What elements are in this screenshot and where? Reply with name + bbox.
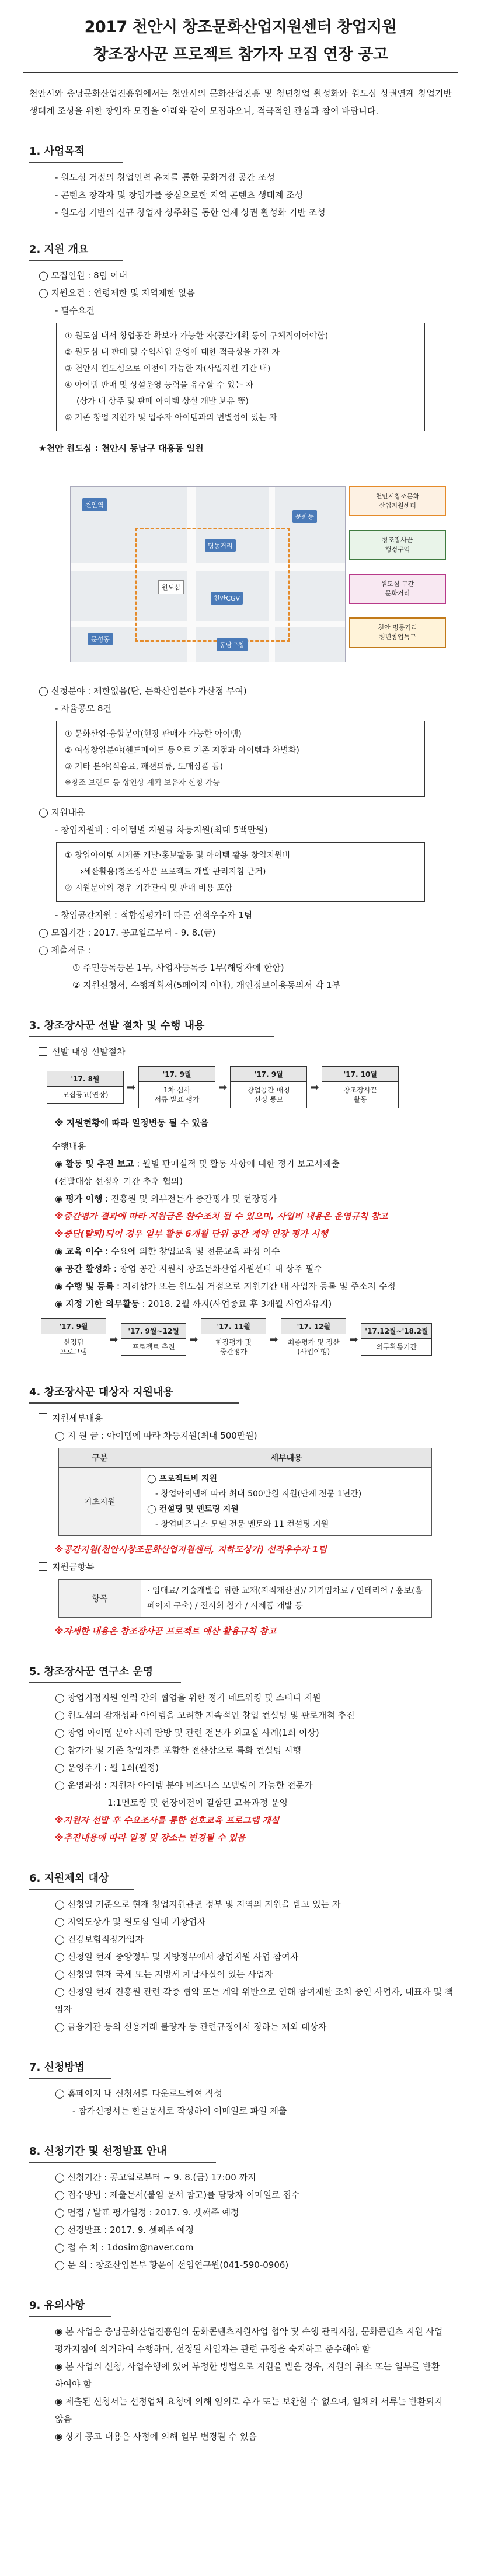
section-underline xyxy=(29,260,123,261)
notice-item: ◉ 본 사업의 신청, 사업수행에 있어 부정한 방법으로 지원을 받은 경우, 지원의 취소 또는 일부를 반환하여야 함 xyxy=(55,2361,440,2389)
flow-step xyxy=(201,1318,266,1360)
recruit-period: ◯ 모집기간 : 2017. 공고일로부터 - 9. 8.(금) xyxy=(39,927,216,938)
support-fund: - 창업지원비 : 아이템별 지원금 차등지원(최대 5백만원) xyxy=(55,825,268,835)
documents-label: ◯ 제출서류 : xyxy=(39,945,91,955)
arrow-right-icon: ➡ xyxy=(269,1333,278,1346)
exclusion-item: ◯ 신청일 현재 중앙정부 및 지방정부에서 창업지원 사업 참여자 xyxy=(55,1952,299,1962)
section-underline xyxy=(29,2316,111,2317)
table-line: ◯ 컨설팅 및 멘토링 지원 xyxy=(147,1505,239,1514)
exclusion-item: ◯ 신청일 현재 국세 또는 지방세 체납사실이 있는 사업자 xyxy=(55,1969,273,1980)
title-divider xyxy=(23,72,458,74)
map-label: 명동거리 xyxy=(205,539,236,552)
lab-note: ※추진내용에 따라 일정 및 장소는 변경될 수 있음 xyxy=(55,1832,246,1843)
intro-paragraph: 천안시와 충남문화산업진흥원에서는 천안시의 문화산업진흥 및 청년창업 활성화와 원도심 상권연계 창업기반 생태계 조성을 위한 창업자 모집을 아래와 같이 모집하오니, 적극적인 관심과 참여 바랍니다. xyxy=(29,88,452,116)
support-item: ⇒세산활용(창조장사꾼 프로젝트 개발 관리지침 근거) xyxy=(76,867,266,877)
lab-item: 1:1멘토링 및 현장이전이 결합된 교육과정 운영 xyxy=(107,1797,288,1808)
flow-step xyxy=(138,1066,215,1108)
flow-step-text: 선정팀 프로그램 xyxy=(60,1338,88,1356)
section-7-heading: 7. 신청방법 xyxy=(29,2061,85,2074)
fund-items-label: 지원금항목 xyxy=(52,1562,95,1572)
support-item: ② 지원분야의 경우 기간관리 및 판매 비용 포함 xyxy=(65,884,233,893)
checkbox-icon xyxy=(39,1142,47,1150)
exclusion-item: ◯ 금융기관 등의 신용거래 불량자 등 관련규정에서 정하는 제외 대상자 xyxy=(55,2022,327,2032)
task-value: : 진흥원 및 외부전문가 중간평가 및 현장평가 xyxy=(102,1193,277,1204)
notice-item: ◉ 제출된 신청서는 선정업체 요청에 의해 임의로 추가 또는 보완할 수 없으며, 일체의 서류는 반환되지 않음 xyxy=(55,2396,443,2424)
task-warning: ※중단(탈퇴)되어 경우 일부 활동 6개월 단위 공간 계약 연장 평가 시행 xyxy=(55,1228,328,1239)
map-label: 원도심 xyxy=(158,580,184,594)
task-item xyxy=(55,1172,458,1190)
map-label: 천안CGV xyxy=(211,592,243,605)
support-box xyxy=(56,842,425,902)
section-2-heading: 2. 지원 개요 xyxy=(29,243,89,256)
arrow-right-icon: ➡ xyxy=(310,1081,319,1094)
space-support: - 창업공간지원 : 적합성평가에 따른 선적우수자 1팀 xyxy=(55,910,253,920)
table-line: - 창업아이템에 따라 최대 500만원 지원(단계 전문 1년간) xyxy=(155,1489,362,1499)
map-legend-box: 천안 명동거리 청년창업특구 xyxy=(349,617,446,648)
lab-item: ◯ 창업 아이템 분야 사례 탐방 및 관련 전문가 외교실 사례(1회 이상) xyxy=(55,1727,319,1738)
flow-step-text: 1차 심사 서류·발표 평가 xyxy=(154,1086,200,1104)
section-underline xyxy=(29,162,123,163)
recruit-count: ◯ 모집인원 : 8팀 이내 xyxy=(39,270,127,281)
schedule-item: ◯ 선정발표 : 2017. 9. 셋째주 예정 xyxy=(55,2225,194,2235)
map-caption: ★천안 원도심 : 천안시 동남구 대흥동 일원 xyxy=(39,443,204,453)
fund-items-note: ※자세한 내용은 창조장사꾼 프로젝트 예산 활용규칙 참고 xyxy=(55,1626,277,1636)
downtown-map xyxy=(47,463,446,673)
table-header: 구분 xyxy=(59,1448,141,1468)
flow-step-text: 의무활동기간 xyxy=(376,1343,417,1351)
field-item: ① 문화산업·융합분야(현장 판매가 가능한 아이템) xyxy=(65,729,242,739)
flow-step xyxy=(230,1066,307,1108)
support-item: ① 창업아이템 시제품 개발·홍보활동 및 아이템 활용 창업지원비 xyxy=(65,851,291,860)
apply-method: ◯ 홈페이지 내 신청서를 다운로드하여 작성 xyxy=(55,2088,222,2099)
task-key: ◉ 평가 이행 xyxy=(55,1193,103,1204)
flow-step-text: 창조장사꾼 활동 xyxy=(343,1086,378,1104)
exclusion-item: ◯ 신청일 현재 진흥원 관련 각종 협약 또는 계약 위반으로 인해 참여제한 조치 중인 사업자, 대표자 및 책임자 xyxy=(55,1987,454,2015)
task-key: ◉ 교육 이수 xyxy=(55,1246,103,1256)
arrow-right-icon: ➡ xyxy=(349,1333,358,1346)
task-key: ◉ 공간 활성화 xyxy=(55,1263,111,1274)
document-subtitle: 창조장사꾼 프로젝트 참가자 모집 연장 공고 xyxy=(93,46,388,64)
exclusion-item: ◯ 지역도상가 및 원도심 일대 기창업자 xyxy=(55,1917,205,1927)
map-image xyxy=(70,486,346,662)
section-6-heading: 6. 지원제외 대상 xyxy=(29,1872,109,1884)
support-label: ◯ 지원내용 xyxy=(39,807,85,818)
flow-step-date: '17. 9월 xyxy=(139,1067,215,1082)
support-detail-label: 지원세부내용 xyxy=(52,1413,103,1423)
schedule-item: ◯ 접수방법 : 제출문서(붙임 문서 참고)를 담당자 이메일로 접수 xyxy=(55,2190,300,2200)
space-support-note: ※공간지원(천안시창조문화산업지원센터, 지하도상가) 선적우수자 1팀 xyxy=(55,1544,327,1555)
section-underline xyxy=(29,1682,181,1683)
task-warning: ※중간평가 결과에 따라 지원금은 환수조치 될 수 있으며, 사업비 내용은 운영규칙 참고 xyxy=(55,1211,388,1221)
flow-step-date: '17. 11월 xyxy=(201,1319,266,1334)
document-item: ② 지원신청서, 수행계획서(5페이지 이내), 개인정보이용동의서 각 1부 xyxy=(72,980,341,990)
task-value: : 지하상가 또는 원도심 거점으로 지원기간 내 사업자 등록 및 주소지 수정 xyxy=(114,1281,396,1292)
schedule-contact: ◯ 문 의 : 창조산업본부 황윤이 선임연구원(041-590-0906) xyxy=(55,2260,289,2270)
support-amount: ◯ 지 원 금 : 아이템에 따라 차등지원(최대 500만원) xyxy=(55,1430,257,1441)
arrow-right-icon: ➡ xyxy=(127,1081,136,1094)
task-item xyxy=(55,1277,458,1295)
flow-note: ※ 지원현황에 따라 일정변동 될 수 있음 xyxy=(55,1118,209,1128)
task-item xyxy=(55,1260,458,1277)
tasks-list xyxy=(23,1155,458,1313)
flow-step-date: '17. 8월 xyxy=(47,1071,123,1087)
document-title: 2017 천안시 창조문화산업지원센터 창업지원 xyxy=(84,18,397,36)
task-value: : 2018. 2월 까지(사업종료 후 3개월 사업자유지) xyxy=(139,1299,332,1309)
flow-step-date: '17.12월~'18.2월 xyxy=(361,1324,431,1339)
section-underline xyxy=(29,1036,274,1037)
flow-step-date: '17. 9월~12월 xyxy=(121,1324,186,1339)
flow-step-date: '17. 12월 xyxy=(281,1319,346,1334)
table-header: 세부내용 xyxy=(141,1448,432,1468)
field-item: ③ 기타 분야(식음료, 패션의류, 도매상품 등) xyxy=(65,762,224,772)
task-key: ◉ 활동 및 추진 보고 xyxy=(55,1158,134,1169)
flow-step xyxy=(281,1318,346,1360)
flow-step-text: 프로젝트 추진 xyxy=(132,1343,175,1351)
apply-field: ◯ 신청분야 : 제한없음(단, 문화산업분야 가산점 부여) xyxy=(39,686,247,696)
table-cell: · 임대료/ 기술개발을 위한 교재(지적재산권)/ 기기임차료 / 인테리어 / 홍보(홈페이지 구축) / 전시회 참가 / 시제품 개발 등 xyxy=(141,1580,432,1618)
eligibility: ◯ 지원요건 : 연령제한 및 지역제한 없음 xyxy=(39,288,195,298)
requirement-item: ③ 천안시 원도심으로 이전이 가능한 자(사업지원 기간 내) xyxy=(65,364,271,374)
flow-step-text: 창업공간 매칭 선정 통보 xyxy=(247,1086,290,1104)
requirement-item: ⑤ 기존 창업 지원가 및 입주자 아이템과의 변별성이 있는 자 xyxy=(65,413,277,423)
flow-step-text: 현장평가 및 중간평가 xyxy=(215,1338,252,1356)
fund-items-table xyxy=(58,1579,432,1618)
requirement-item: ② 원도심 내 판매 및 수익사업 운영에 대한 적극성을 가진 자 xyxy=(65,348,280,357)
purpose-item: - 콘텐츠 창작자 및 창업가를 중심으로한 지역 콘텐츠 생태계 조성 xyxy=(55,190,304,200)
schedule-email: ◯ 접 수 처 : 1dosim@naver.com xyxy=(55,2242,194,2253)
section-8-heading: 8. 신청기간 및 선정발표 안내 xyxy=(29,2145,167,2158)
task-value: (선발대상 선정후 기간 추후 협의) xyxy=(55,1176,183,1186)
lab-note: ※지원자 선발 후 수요조사를 통한 선호교육 프로그램 개설 xyxy=(55,1815,280,1825)
notice-item: ◉ 본 사업은 충남문화산업진흥원의 문화콘텐츠지원사업 협약 및 수행 관리지침, 문화콘텐츠 지원 사업 평가지침에 의거하여 수행하며, 선정된 사업자는 관련 규정을 숙지하고 준수해야 함 xyxy=(55,2326,443,2354)
document-item: ① 주민등록등본 1부, 사업자등록증 1부(해당자에 한함) xyxy=(72,962,284,973)
schedule-item: ◯ 면접 / 발표 평가일정 : 2017. 9. 셋째주 예정 xyxy=(55,2207,239,2218)
section-5-heading: 5. 창조장사꾼 연구소 운영 xyxy=(29,1666,154,1678)
requirements-box xyxy=(56,323,425,431)
fields-box xyxy=(56,721,425,797)
requirement-item: ④ 아이템 판매 및 상설운영 능력을 유추할 수 있는 자 xyxy=(65,381,254,390)
selection-label: 선발 대상 선발절차 xyxy=(52,1046,126,1057)
task-item xyxy=(55,1242,458,1260)
required-label: - 필수요건 xyxy=(55,305,95,316)
flow-step-text: 최종평가 및 정산 (사업이행) xyxy=(287,1338,340,1356)
exclusion-item: ◯ 건강보험직장가입자 xyxy=(55,1934,144,1945)
flow-step-date: '17. 9월 xyxy=(231,1067,306,1082)
purpose-item: - 원도심 거점의 창업인력 유치를 통한 문화거점 공간 조성 xyxy=(55,172,275,183)
section-9-heading: 9. 유의사항 xyxy=(29,2299,85,2312)
purpose-item: - 원도심 기반의 신규 창업자 상주화를 통한 연계 상권 활성화 기반 조성 xyxy=(55,207,326,218)
task-key: ◉ 지정 기한 의무활동 xyxy=(55,1299,140,1309)
map-label: 천안역 xyxy=(82,498,107,511)
map-label: 문성동 xyxy=(88,633,113,645)
checkbox-icon xyxy=(39,1047,47,1056)
task-key: ◉ 수행 및 등록 xyxy=(55,1281,114,1292)
field-note: ※창조 브랜드 등 상인상 계획 보유자 신청 가능 xyxy=(65,779,220,787)
flow-step xyxy=(41,1318,106,1360)
tasks-label: 수행내용 xyxy=(52,1141,86,1151)
task-item xyxy=(55,1190,458,1207)
task-item xyxy=(55,1295,458,1313)
checkbox-icon xyxy=(39,1413,47,1422)
apply-field-sub: - 자율공모 8건 xyxy=(55,703,111,714)
arrow-right-icon: ➡ xyxy=(189,1333,198,1346)
flow-step-text: 모집공고(연장) xyxy=(62,1091,109,1099)
requirement-item: (상가 내 상주 및 판매 아이템 상설 개발 보유 等) xyxy=(76,397,249,406)
section-underline xyxy=(29,2162,216,2163)
table-line: - 창업비즈니스 모델 전문 멘토와 11 컨설팅 지원 xyxy=(155,1520,329,1529)
section-underline xyxy=(29,1889,134,1890)
map-legend-box: 창조장사꾼 행정구역 xyxy=(349,530,446,560)
section-1-heading: 1. 사업목적 xyxy=(29,145,85,158)
task-value: : 수요에 의한 창업교육 및 전문교육 과정 이수 xyxy=(102,1246,280,1256)
flow-step-date: '17. 9월 xyxy=(41,1319,106,1334)
exclusion-item: ◯ 신청일 기준으로 현재 창업지원관련 정부 및 지역의 지원을 받고 있는 자 xyxy=(55,1899,341,1910)
arrow-right-icon: ➡ xyxy=(218,1081,228,1094)
schedule-item: ◯ 신청기간 : 공고일로부터 ~ 9. 8.(금) 17:00 까지 xyxy=(55,2172,256,2183)
flow-step xyxy=(121,1323,186,1356)
checkbox-icon xyxy=(39,1562,47,1571)
map-legend-box: 원도심 구간 문화거리 xyxy=(349,574,446,604)
map-label: 동남구청 xyxy=(217,638,248,651)
table-row-label: 항목 xyxy=(59,1580,141,1618)
section-underline xyxy=(29,2078,111,2079)
flow-step-date: '17. 10월 xyxy=(322,1067,398,1082)
section-3-heading: 3. 창조장사꾼 선발 절차 및 수행 내용 xyxy=(29,1020,205,1032)
flow-step xyxy=(361,1323,432,1356)
section-4-heading: 4. 창조장사꾼 대상자 지원내용 xyxy=(29,1386,173,1398)
lab-item: ◯ 창업거점지원 인력 간의 협업을 위한 정기 네트워킹 및 스터디 지원 xyxy=(55,1692,321,1703)
flow-step xyxy=(322,1066,399,1108)
support-table xyxy=(58,1448,432,1536)
table-cell xyxy=(141,1468,432,1536)
task-value: : 창업 공간 지원시 창조문화산업지원센터 내 상주 필수 xyxy=(110,1263,322,1274)
apply-method-detail: - 참가신청서는 한글문서로 작성하여 이메일로 파일 제출 xyxy=(72,2106,287,2116)
lab-item: ◯ 운영주기 : 월 1회(월정) xyxy=(55,1762,159,1773)
table-line: ◯ 프로젝트비 지원 xyxy=(147,1474,218,1484)
selection-flow xyxy=(47,1066,458,1108)
requirement-item: ① 원도심 내서 창업공간 확보가 가능한 자(공간계획 등이 구체적이어야함) xyxy=(65,331,329,341)
arrow-right-icon: ➡ xyxy=(109,1333,118,1346)
project-flow xyxy=(41,1318,458,1360)
map-legend-box: 천안시창조문화 산업지원센터 xyxy=(349,486,446,516)
lab-item: ◯ 원도심의 잠재성과 아이템을 고려한 지속적인 창업 컨설팅 및 판로개척 추진 xyxy=(55,1710,355,1720)
flow-step xyxy=(47,1071,124,1104)
task-item xyxy=(55,1155,458,1172)
section-underline xyxy=(29,1402,239,1404)
table-row-label: 기초지원 xyxy=(59,1468,141,1536)
field-item: ② 여성창업분야(핸드메이드 등으로 기존 지점과 아이템과 차별화) xyxy=(65,746,299,755)
map-label: 문화동 xyxy=(292,510,317,523)
notice-item: ◉ 상기 공고 내용은 사정에 의해 일부 변경될 수 있음 xyxy=(55,2431,257,2442)
lab-item: ◯ 참가가 및 기존 창업자를 포함한 전산상으로 특화 컨설팅 시행 xyxy=(55,1745,301,1755)
lab-item: ◯ 운영과정 : 지원자 아이템 분야 비즈니스 모델링이 가능한 전문가 xyxy=(55,1780,313,1790)
task-value: : 월별 판매실적 및 활동 사항에 대한 정기 보고서제출 xyxy=(134,1158,340,1169)
